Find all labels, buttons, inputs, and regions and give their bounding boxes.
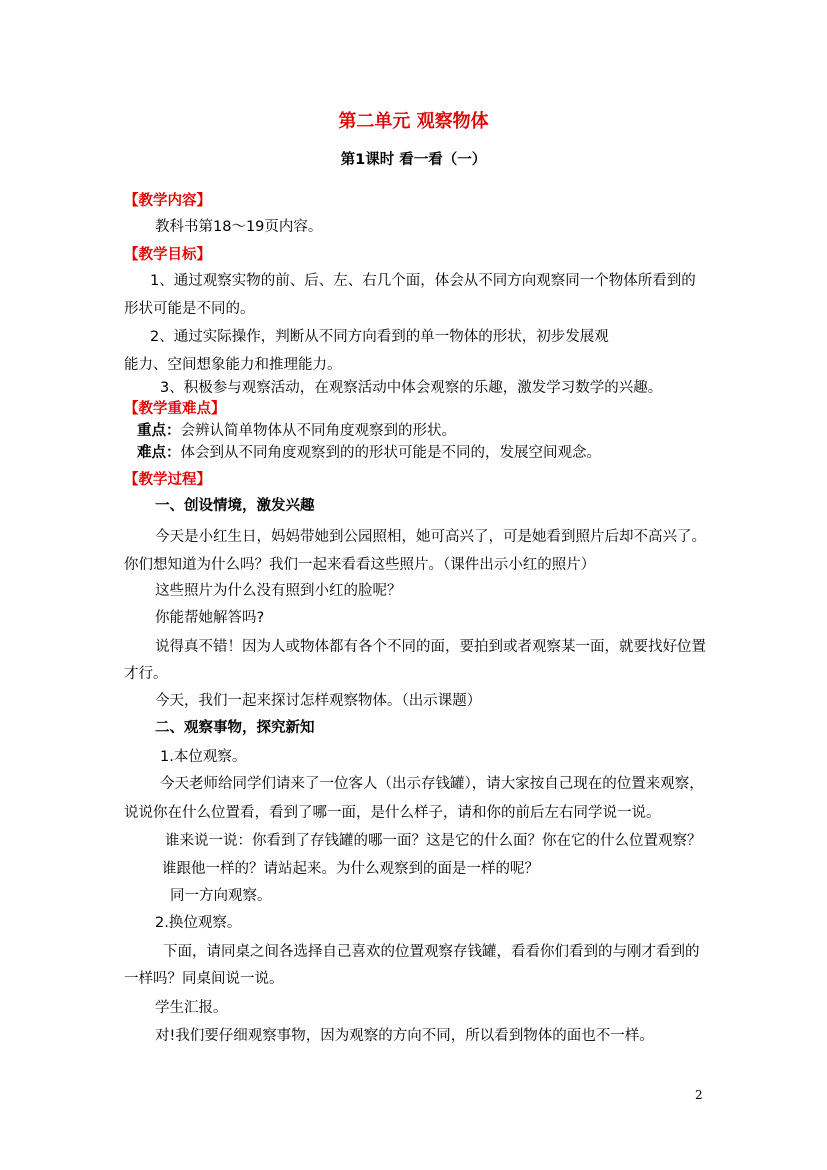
key-point-label: 重点： [137,423,181,439]
part-2-heading: 二、观察事物，探究新知 [155,720,315,736]
part-1-heading: 一、创设情境，激发兴趣 [155,498,315,514]
step-2-report: 学生汇报。 [155,1000,228,1016]
key-point-text: 会辨认简单物体从不同角度观察到的形状。 [180,423,456,439]
paragraph-5: 今天，我们一起来探讨怎样观察物体。（出示课题） [155,693,482,709]
paragraph-4-line-2: 才行。 [124,666,168,682]
step-2-conclusion: 对!我们要仔细观察事物，因为观察的方向不同，所以看到物体的面也不一样。 [155,1028,654,1044]
content-heading: 【教学内容】 [124,193,211,209]
step-1-question-2: 谁跟他一样的？请站起来。为什么观察到的面是一样的呢？ [162,861,539,877]
goal-2-line-2: 能力、空间想象能力和推理能力。 [124,357,342,373]
step-2-line-2: 一样吗？同桌间说一说。 [124,971,284,987]
paragraph-1-line-2: 你们想知道为什么吗？我们一起来看看这些照片。（课件出示小红的照片） [124,557,596,573]
lesson-subtitle: 第1课时 看一看（一） [340,152,487,168]
difficult-point-text: 体会到从不同角度观察到的的形状可能是不同的，发展空间观念。 [180,445,601,461]
difficult-point [137,443,601,463]
step-2-line-1: 下面，请同桌之间各选择自己喜欢的位置观察存钱罐，看看你们看到的与刚才看到的 [163,944,700,960]
paragraph-2: 这些照片为什么没有照到小红的脸呢？ [155,583,402,599]
step-2-heading: 2.换位观察。 [155,915,242,931]
paragraph-3: 你能帮她解答吗? [155,610,265,626]
goal-2-line-1: 2、通过实际操作，判断从不同方向看到的单一物体的形状，初步发展观 [150,329,609,345]
goal-3: 3、积极参与观察活动，在观察活动中体会观察的乐趣，激发学习数学的兴趣。 [160,380,663,396]
content-text: 教科书第18～19页内容。 [155,219,323,235]
step-1-heading: 1.本位观察。 [160,749,247,765]
step-1-answer: 同一方向观察。 [170,888,272,904]
key-point [137,421,456,441]
page-number: 2 [695,1088,703,1102]
page-title: 第二单元 观察物体 [338,111,489,132]
step-1-question-1: 谁来说一说：你看到了存钱罐的哪一面？这是它的什么面？你在它的什么位置观察？ [165,833,702,849]
goal-1-line-2: 形状可能是不同的。 [124,301,255,317]
step-1-line-2: 说说你在什么位置看，看到了哪一面，是什么样子，请和你的前后左右同学说一说。 [124,805,661,821]
goal-1-line-1: 1、通过观察实物的前、后、左、右几个面，体会从不同方向观察同一个物体所看到的 [150,273,696,289]
process-heading: 【教学过程】 [124,472,211,488]
step-1-line-1: 今天老师给同学们请来了一位客人（出示存钱罐），请大家按自己现在的位置来观察， [160,776,704,792]
paragraph-1-line-1: 今天是小红生日，妈妈带她到公园照相，她可高兴了，可是她看到照片后却不高兴了。 [155,529,706,545]
key-points-heading: 【教学重难点】 [124,401,226,417]
paragraph-4-line-1: 说得真不错！因为人或物体都有各个不同的面，要拍到或者观察某一面，就要找好位置 [155,639,706,655]
difficult-point-label: 难点： [137,445,181,461]
goals-heading: 【教学目标】 [124,247,211,263]
